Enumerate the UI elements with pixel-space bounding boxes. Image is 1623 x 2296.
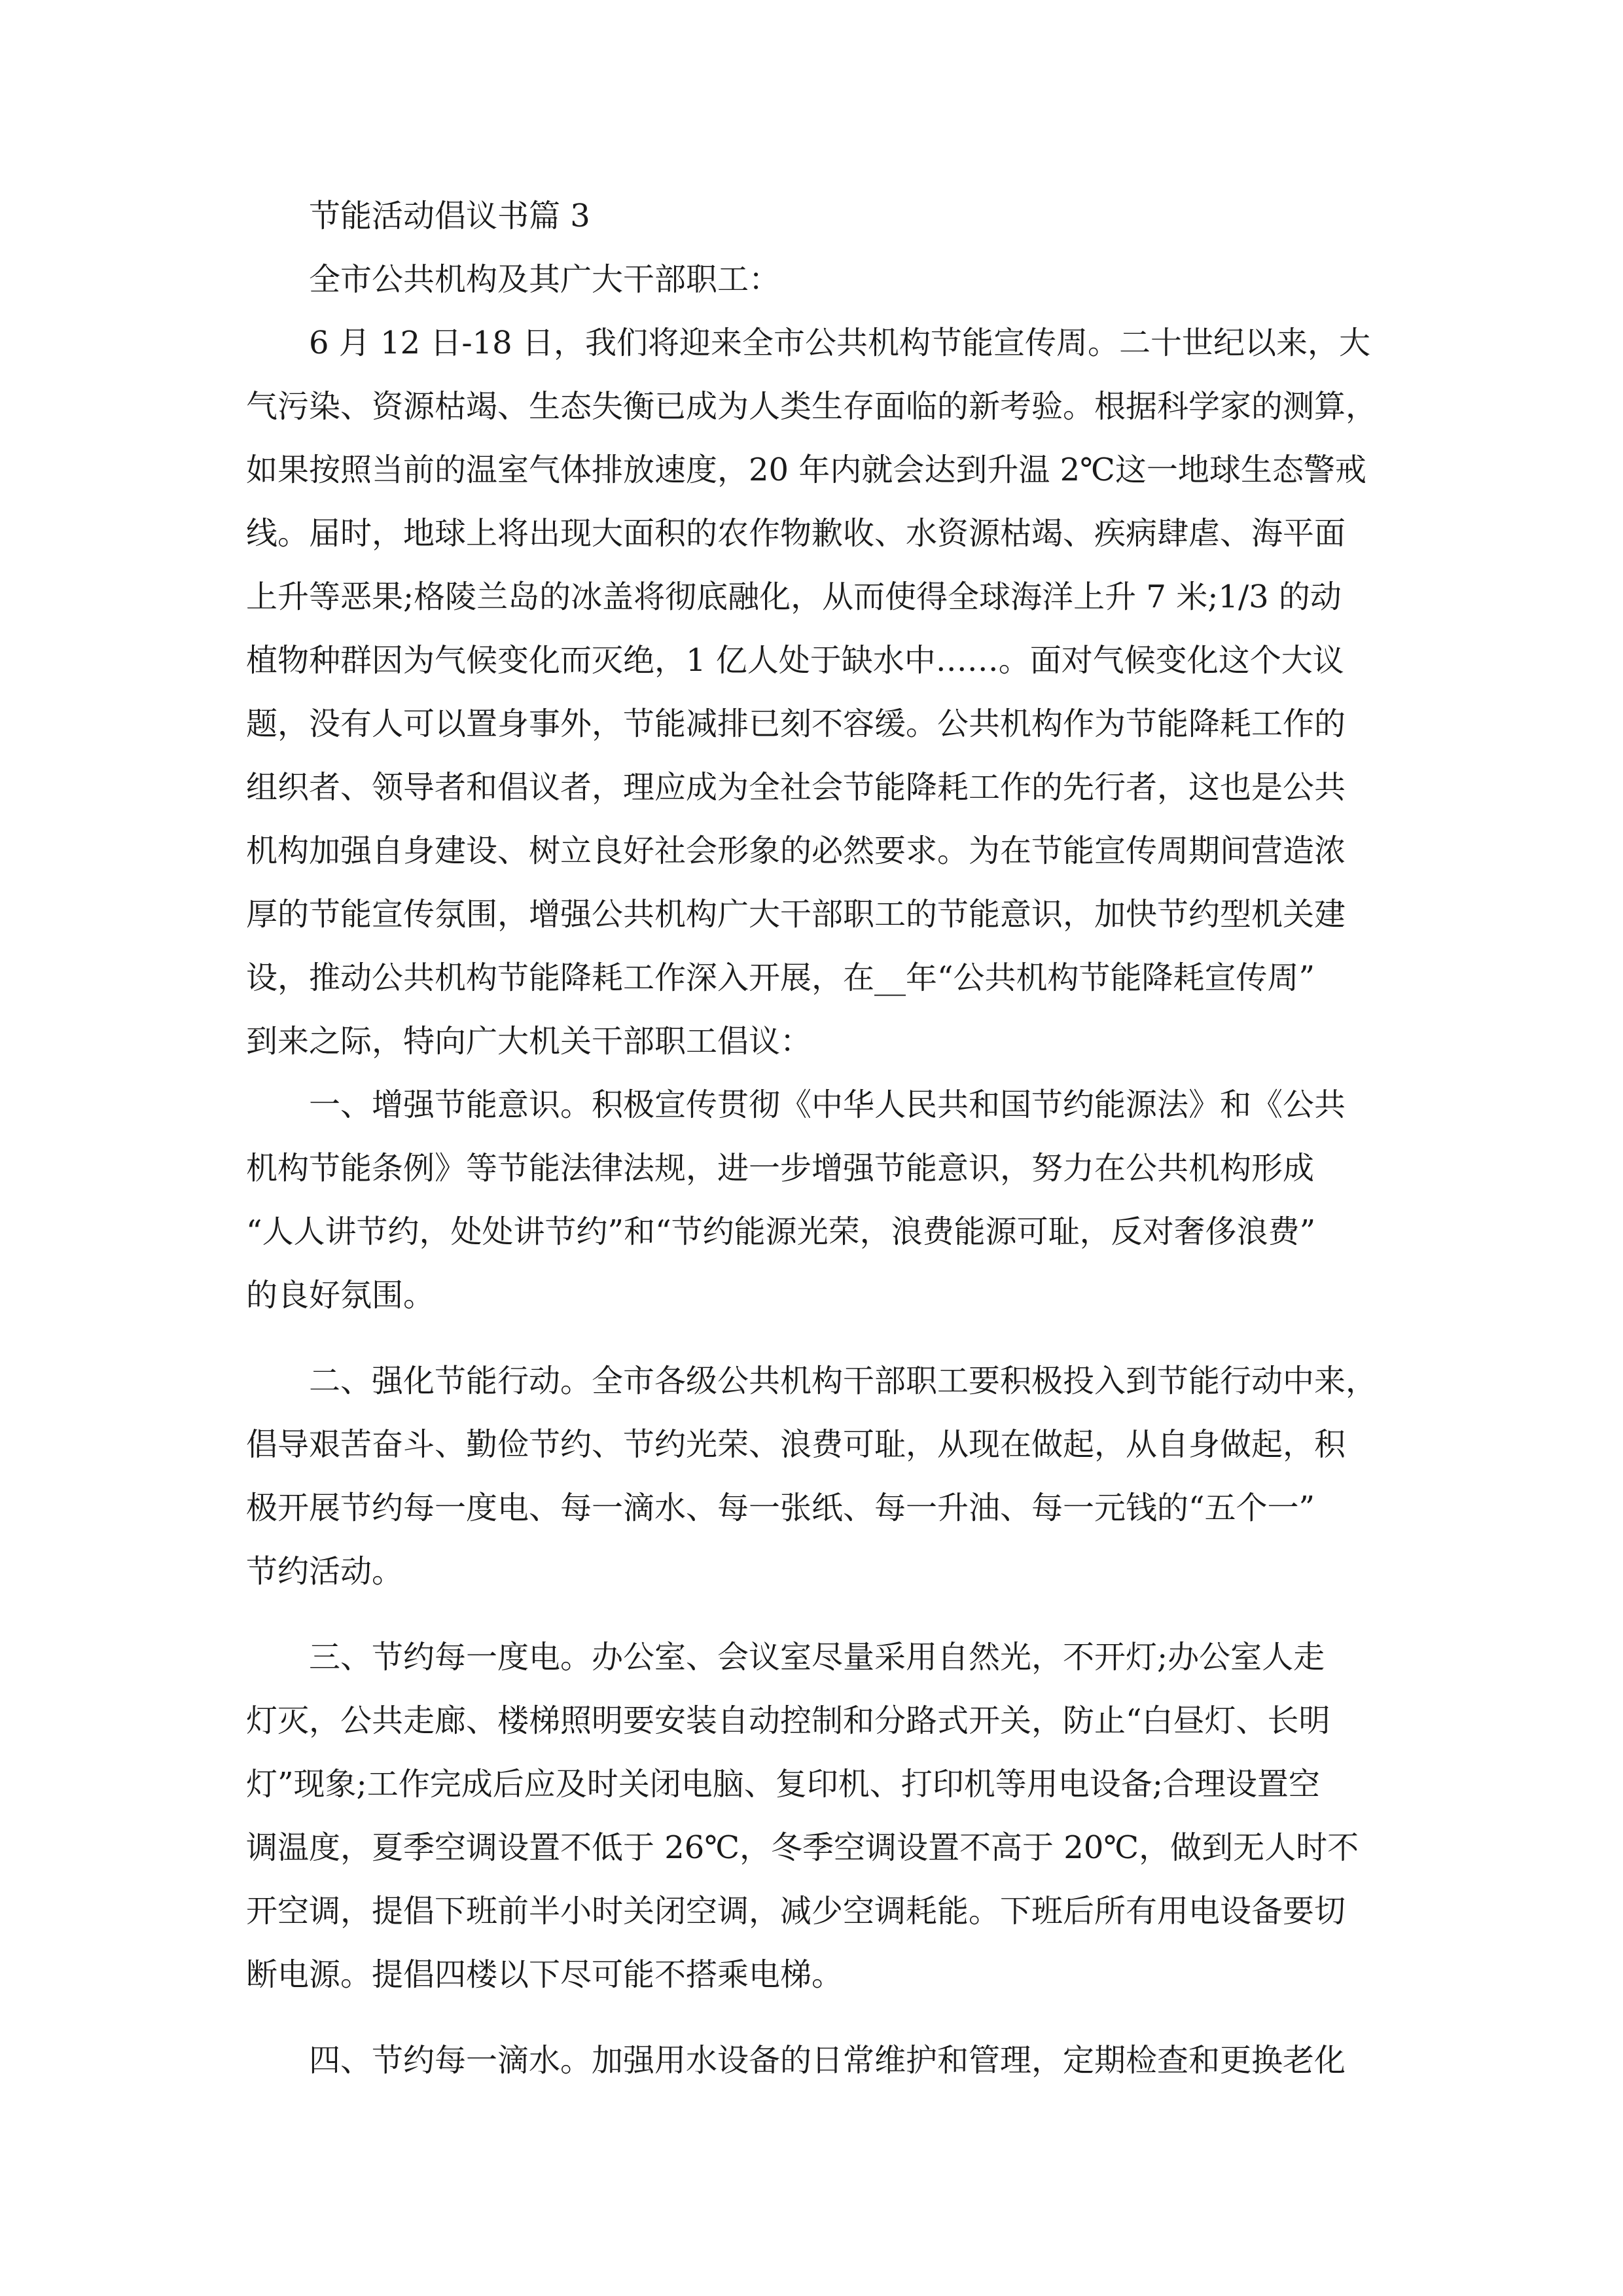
text-line: 厚的节能宣传氛围，增强公共机构广大干部职工的节能意识，加快节约型机关建 [246,896,1346,933]
text-line: 线。届时，地球上将出现大面积的农作物歉收、水资源枯竭、疾病肆虐、海平面 [246,515,1346,552]
text-line: 二、强化节能行动。全市各级公共机构干部职工要积极投入到节能行动中来， [309,1363,1378,1399]
text-line: 机构节能条例》等节能法律法规，进一步增强节能意识，努力在公共机构形成 [246,1150,1315,1187]
text-line: 机构加强自身建设、树立良好社会形象的必然要求。为在节能宣传周期间营造浓 [246,833,1346,869]
text-line: 灯”现象;工作完成后应及时关闭电脑、复印机、打印机等用电设备;合理设置空 [246,1766,1320,1803]
text-line: 开空调，提倡下班前半小时关闭空调，减少空调耗能。下班后所有用电设备要切 [246,1893,1346,1929]
text-line: “人人讲节约，处处讲节约”和“节约能源光荣，浪费能源可耻，反对奢侈浪费” [246,1213,1316,1250]
text-line: 一、增强节能意识。积极宣传贯彻《中华人民共和国节约能源法》和《公共 [309,1086,1346,1123]
text-line: 组织者、领导者和倡议者，理应成为全社会节能降耗工作的先行者，这也是公共 [246,769,1346,806]
text-line: 极开展节约每一度电、每一滴水、每一张纸、每一升油、每一元钱的“五个一” [246,1490,1315,1526]
document-title: 节能活动倡议书篇 3 [309,198,590,234]
text-line: 倡导艰苦奋斗、勤俭节约、节约光荣、浪费可耻，从现在做起，从自身做起，积 [246,1426,1346,1463]
text-line: 设，推动公共机构节能降耗工作深入开展，在__年“公共机构节能降耗宣传周” [246,960,1315,996]
text-line: 节约活动。 [246,1553,404,1590]
text-line: 四、节约每一滴水。加强用水设备的日常维护和管理，定期检查和更换老化 [309,2042,1346,2079]
text-line: 植物种群因为气候变化而灭绝，1 亿人处于缺水中……。面对气候变化这个大议 [246,642,1344,679]
text-line: 6 月 12 日-18 日，我们将迎来全市公共机构节能宣传周。二十世纪以来，大 [309,325,1370,361]
salutation: 全市公共机构及其广大干部职工： [309,261,781,298]
text-line: 到来之际，特向广大机关干部职工倡议： [246,1023,812,1060]
text-line: 断电源。提倡四楼以下尽可能不搭乘电梯。 [246,1956,844,1993]
text-line: 题，没有人可以置身事外，节能减排已刻不容缓。公共机构作为节能降耗工作的 [246,706,1346,742]
text-line: 如果按照当前的温室气体排放速度，20 年内就会达到升温 2℃这一地球生态警戒 [246,452,1366,488]
text-line: 的良好氛围。 [246,1277,435,1314]
text-line: 气污染、资源枯竭、生态失衡已成为人类生存面临的新考验。根据科学家的测算， [246,388,1378,425]
text-line: 调温度，夏季空调设置不低于 26℃，冬季空调设置不高于 20℃，做到无人时不 [246,1829,1359,1866]
text-line: 三、节约每一度电。办公室、会议室尽量采用自然光，不开灯;办公室人走 [309,1639,1325,1676]
text-line: 上升等恶果;格陵兰岛的冰盖将彻底融化，从而使得全球海洋上升 7 米;1/3 的动 [246,579,1342,615]
text-line: 灯灭，公共走廊、楼梯照明要安装自动控制和分路式开关，防止“白昼灯、长明 [246,1702,1330,1739]
